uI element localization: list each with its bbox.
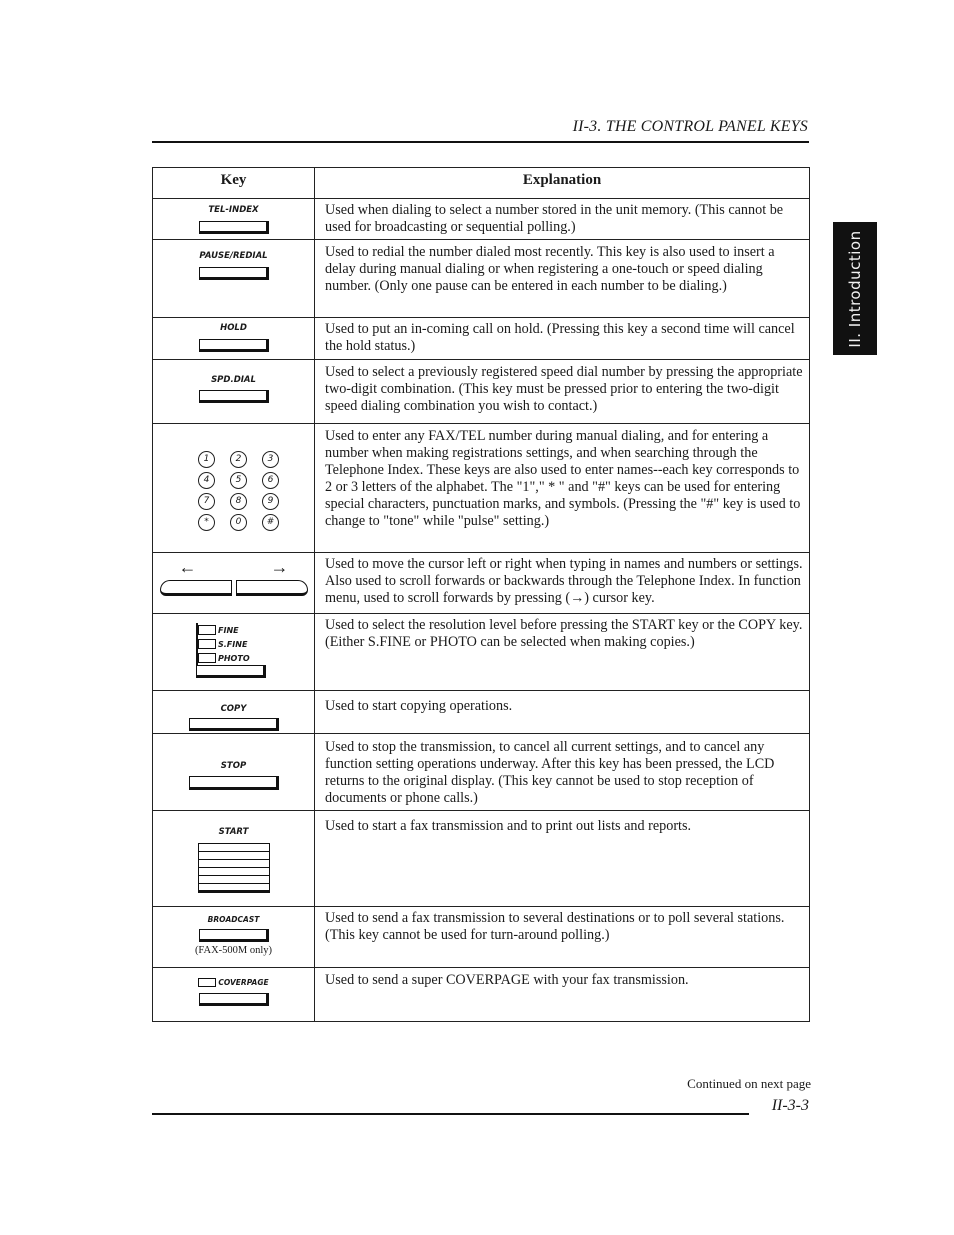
key-label-hold: HOLD (220, 323, 247, 333)
resolution-photo (196, 651, 266, 665)
resolution-indicator (196, 623, 266, 678)
resolution-key-icon (196, 665, 266, 678)
explanation-cell: Used to move the cursor left or right when typing in names and numbers or settings. Also used to scroll forwards or backwards through the Telephone Index. In function menu, used to scroll forwards by pressing (→) cursor key. (315, 553, 810, 614)
copy-key-icon (189, 718, 279, 731)
key-cell (153, 240, 315, 318)
key-cell (153, 691, 315, 734)
explanation-cell: Used to enter any FAX/TEL number during manual dialing, and for entering a number when making registrations settings, and when searching through the Telephone Index. These keys are also used to enter names--each key corresponds to 2 or 3 letters of the alphabet. The "1"," * " and "#" keys can be used for entering special characters, punctuation marks, and symbols. (Pressing the "#" key is used to change to "tone" while "pulse" setting.) (315, 424, 810, 553)
table-row (153, 614, 810, 691)
resolution-label-sfine: S.FINE (218, 639, 248, 649)
key-label-pause-redial: PAUSE/REDIAL (199, 251, 268, 261)
continued-note: Continued on next page (687, 1076, 811, 1091)
cursor-right-key-icon (236, 580, 308, 596)
table-row (153, 691, 810, 734)
table-row (153, 553, 810, 614)
page-header-title: II-3. THE CONTROL PANEL KEYS (572, 118, 808, 135)
pause-redial-key-icon (199, 267, 269, 280)
dial-key-2: 2 (230, 451, 247, 468)
column-header-explanation: Explanation (315, 168, 810, 199)
start-key-icon (198, 843, 270, 893)
key-cell (153, 424, 315, 553)
key-cell (153, 614, 315, 691)
footer-rule (152, 1113, 749, 1115)
table-row (153, 907, 810, 968)
header-rule (152, 141, 809, 143)
resolution-sfine (196, 637, 266, 651)
cursor-left-key-icon (160, 580, 232, 596)
table-row (153, 240, 810, 318)
resolution-label-fine: FINE (218, 625, 239, 635)
column-header-key: Key (153, 168, 315, 199)
table-row (153, 424, 810, 553)
stop-key-icon (189, 776, 279, 790)
dial-key-hash: # (262, 514, 279, 531)
explanation-cell: Used to send a super COVERPAGE with your fax transmission. (315, 968, 810, 1022)
resolution-label-photo: PHOTO (218, 653, 250, 663)
key-label-coverpage: COVERPAGE (218, 978, 269, 987)
key-label-tel-index: TEL-INDEX (208, 205, 259, 215)
key-cell (153, 360, 315, 424)
key-cell (153, 199, 315, 240)
explanation-cell: Used to send a fax transmission to several destinations or to poll several stations. (This key cannot be used for turn-around polling.) (315, 907, 810, 968)
table-row (153, 734, 810, 811)
coverpage-label-group (154, 978, 313, 987)
indicator-box-icon (198, 653, 216, 663)
tel-index-key-icon (199, 221, 269, 234)
dial-key-1: 1 (198, 451, 215, 468)
dial-key-5: 5 (230, 472, 247, 489)
explanation-cell: Used to select the resolution level before pressing the START key or the COPY key. (Either S.FINE or PHOTO can be selected when making copies.) (315, 614, 810, 691)
arrow-left-icon: ← (178, 557, 197, 577)
table-row (153, 968, 810, 1022)
indicator-box-icon (198, 639, 216, 649)
cursor-arrows (178, 557, 289, 577)
key-label-stop: STOP (220, 761, 247, 771)
dial-key-6: 6 (262, 472, 279, 489)
key-label-start: START (218, 827, 249, 837)
key-cell (153, 811, 315, 907)
dial-pad-icon (154, 451, 313, 531)
hold-key-icon (199, 339, 269, 352)
coverpage-key-icon (199, 993, 269, 1006)
section-tab-label: II. Introduction (846, 229, 864, 348)
section-tab (833, 222, 877, 355)
dial-key-8: 8 (230, 493, 247, 510)
table-row (153, 318, 810, 360)
cursor-keys-icon (154, 580, 313, 596)
explanation-cell: Used when dialing to select a number stored in the unit memory. (This cannot be used for broadcasting or sequential polling.) (315, 199, 810, 240)
page-number: II-3-3 (771, 1097, 809, 1114)
explanation-cell: Used to stop the transmission, to cancel all current settings, and to cancel any function setting operations underway. After this key has been pressed, the LCD returns to the original display. (This key cannot be used to stop reception of documents or phone calls.) (315, 734, 810, 811)
key-cell (153, 553, 315, 614)
table-row (153, 811, 810, 907)
dial-key-3: 3 (262, 451, 279, 468)
dial-key-0: 0 (230, 514, 247, 531)
key-label-spd-dial: SPD.DIAL (211, 375, 256, 385)
dial-key-7: 7 (198, 493, 215, 510)
explanation-cell: Used to start a fax transmission and to print out lists and reports. (315, 811, 810, 907)
table-row (153, 360, 810, 424)
indicator-box-icon (198, 978, 216, 987)
explanation-cell: Used to start copying operations. (315, 691, 810, 734)
spd-dial-key-icon (199, 390, 269, 403)
dial-key-4: 4 (198, 472, 215, 489)
control-keys-table (152, 167, 810, 1022)
key-cell (153, 907, 315, 968)
key-cell (153, 318, 315, 360)
indicator-box-icon (198, 625, 216, 635)
key-label-broadcast: BROADCAST (207, 915, 260, 924)
resolution-fine (196, 623, 266, 637)
key-cell (153, 968, 315, 1022)
arrow-right-icon: → (270, 557, 289, 577)
key-label-copy: COPY (220, 704, 247, 714)
broadcast-key-icon (199, 929, 269, 942)
model-note: (FAX-500M only) (194, 945, 273, 956)
table-row (153, 199, 810, 240)
dial-key-9: 9 (262, 493, 279, 510)
explanation-cell: Used to select a previously registered speed dial number by pressing the appropriate two-digit combination. (This key must be pressed prior to entering the two-digit speed dialing combination you wish to contact.) (315, 360, 810, 424)
table-header-row (153, 168, 810, 199)
explanation-cell: Used to put an in-coming call on hold. (Pressing this key a second time will cancel the hold status.) (315, 318, 810, 360)
key-cell (153, 734, 315, 811)
explanation-cell: Used to redial the number dialed most recently. This key is also used to insert a delay during manual dialing or when registering a one-touch or speed dialing number. (Only one pause can be entered in each number to be dialing.) (315, 240, 810, 318)
dial-key-star: * (198, 514, 215, 531)
